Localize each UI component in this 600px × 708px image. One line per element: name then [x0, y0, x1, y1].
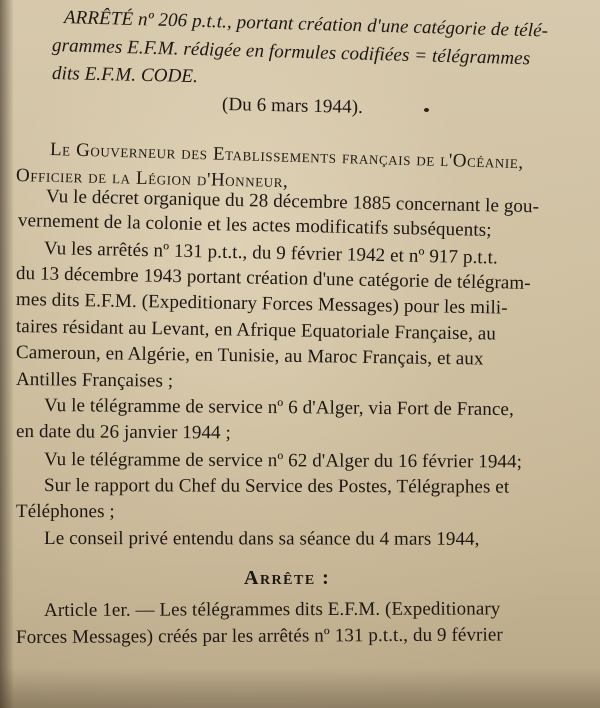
body-line-1: Vu le décret organique du 28 décembre 1885 concernant le gou- [45, 186, 540, 218]
governor-title: Le Gouverneur des Etablissements français de l'Océanie, [49, 139, 525, 174]
body-line-3: Vu les arrêtés nº 131 p.t.t., du 9 février 1942 et nº 917 p.t.t. [43, 238, 499, 269]
body-line-8: Antilles Françaises ; [15, 369, 174, 392]
arrete-title-line-1: ARRÊTÉ nº 206 p.t.t., portant création d'une catégorie de télé- [63, 7, 549, 42]
arrete-heading: Arrête : [244, 567, 331, 589]
article-line-2: Forces Messages) créés par les arrêtés nº 131 p.t.t., du 9 février [15, 624, 503, 648]
page-bottom-shadow [0, 668, 600, 708]
ink-speck [424, 108, 429, 112]
body-line-10: en date du 26 janvier 1944 ; [15, 421, 231, 444]
body-line-12: Sur le rapport du Chef du Service des Postes, Télégraphes et [43, 475, 510, 498]
page-edge-shadow [0, 0, 14, 708]
body-line-2: vernement de la colonie et les actes modificatifs subséquents; [17, 210, 492, 241]
body-line-9: Vu le télégramme de service nº 6 d'Alger, via Fort de France, [43, 395, 514, 421]
decree-date: (Du 6 mars 1944). [221, 94, 364, 118]
body-line-7: Cameroun, en Algérie, en Tunisie, au Maroc Français, et aux [15, 342, 484, 370]
body-line-6: taires résidant au Levant, en Afrique Equatoriale Française, au [15, 316, 497, 345]
body-line-13: Téléphones ; [15, 501, 115, 523]
arrete-title-line-3: dits E.F.M. CODE. [51, 63, 199, 88]
article-line-1: Article 1er. — Les télégrammes dits E.F.M. (Expeditionary [43, 598, 501, 621]
body-line-14: Le conseil privé entendu dans sa séance du 4 mars 1944, [43, 528, 480, 550]
body-line-5: mes dits E.F.M. (Expeditionary Forces Messages) pour les mili- [15, 289, 508, 319]
governor-rank: Officier de la Légion d'Honneur, [15, 165, 289, 193]
arrete-title-line-2: grammes E.F.M. rédigée en formules codifiées = télégrammes [51, 35, 531, 70]
body-line-11: Vu le télégramme de service nº 62 d'Alger du 16 février 1944; [43, 449, 523, 473]
body-line-4: du 13 décembre 1943 portant création d'une catégorie de télégram- [15, 263, 531, 294]
